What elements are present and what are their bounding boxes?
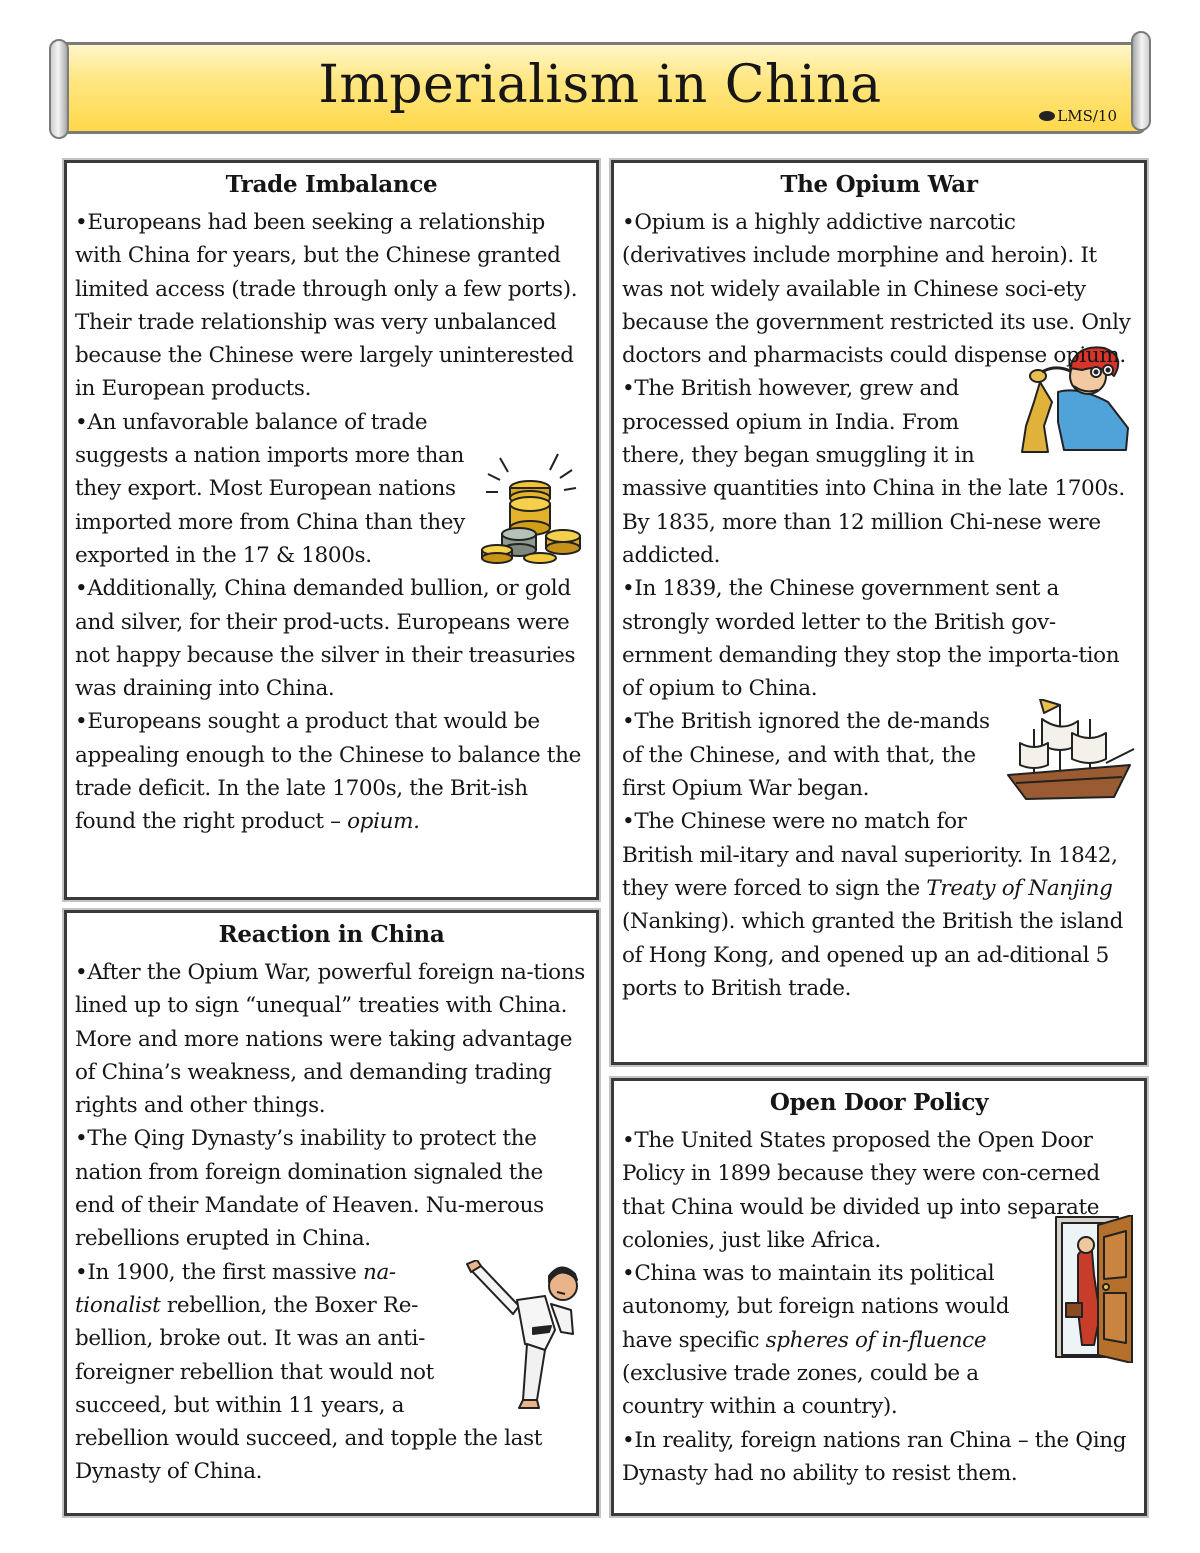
emphasis-term: opium. (347, 809, 420, 835)
bullet-paragraph: •The Qing Dynasty’s inability to protect the nation from foreign domination signaled the end of their Mandate of Heaven. Nu-merous rebellions erupted in China. (75, 1126, 544, 1252)
bullet-text: (Nanking). which granted the British the island of Hong Kong, and opened up an ad-ditional 5 ports to British trade. (622, 909, 1123, 1001)
page-title: Imperialism in China (318, 55, 882, 115)
section-heading: The Opium War (780, 171, 978, 198)
bullet-paragraph: •An unfavorable balance of trade suggests a nation imports more than they export. Most European nations imported more from China than they exported in the 17 & 1800s. (75, 409, 465, 568)
section-heading: Trade Imbalance (225, 171, 438, 198)
emphasis-term: na-tionalist (75, 1259, 396, 1318)
open-door-icon (1054, 1215, 1134, 1363)
bullet-text: •Europeans sought a product that would be appealing enough to the Chinese to balance the trade deficit. In the late 1700s, the Brit-ish found the right product – (75, 709, 581, 835)
emphasis-term: Treaty of Nanjing (926, 875, 1113, 901)
bullet-paragraph: •In reality, foreign nations ran China – the Qing Dynasty had no ability to resist them. (622, 1427, 1127, 1486)
bullet-text: •The Chinese were no match for British mil-itary and naval superiority. In 1842, they were forced to sign the (622, 809, 1118, 901)
bullet-paragraph: •Europeans had been seeking a relationship with China for years, but the Chinese granted limited access (trade through only a few ports). Their trade relationship was very unbalanced because the Chinese were largely uninterested in European products. (75, 210, 578, 402)
martial-artist-icon (461, 1260, 586, 1410)
sailing-ship-icon (1002, 699, 1136, 807)
bullet-paragraph: •The United States proposed the Open Door Policy in 1899 because they were con-cerned that China would be divided up into separate colonies, just like Africa. (622, 1128, 1100, 1253)
bullet-text: •China was to maintain its political autonomy, but foreign nations would have specific (622, 1261, 1010, 1353)
section-heading: Reaction in China (218, 921, 445, 948)
bullet-text: (exclusive trade zones, could be a country within a country). (622, 1361, 979, 1420)
coin-stacks-icon (480, 446, 584, 566)
title-banner (54, 42, 1146, 134)
emphasis-term: spheres of in-fluence (765, 1327, 987, 1353)
bullet-text: rebellion, the Boxer Re-bellion, broke out. It was an anti-foreigner rebellion that would not succeed, but within 11 years, a rebellion would succeed, and topple the last Dynasty of China. (75, 1292, 543, 1485)
author-credit (1039, 107, 1117, 125)
bullet-paragraph: •The British however, grew and processed opium in India. From there, they began smuggling it in massive quantities into China in the late 1700s. By 1835, more than 12 million Chi-nese were addicted. (622, 376, 1125, 568)
bullet-paragraph: •Opium is a highly addictive narcotic (derivatives include morphine and heroin). It was not widely available in Chinese soci-ety because the government restricted its use. Only doctors and pharmacists could dispense opium. (622, 210, 1131, 369)
credit-text: LMS/10 (1057, 107, 1117, 125)
panel-opium-war (611, 160, 1147, 1065)
panel-open-door-policy (611, 1078, 1147, 1516)
bullet-paragraph: •In 1839, the Chinese government sent a strongly worded letter to the British gov-ernment demanding they stop the importa-tion of opium to China. (622, 576, 1120, 702)
bullet-paragraph: •Additionally, China demanded bullion, or gold and silver, for their prod-ucts. Europeans were not happy because the silver in their treasuries was draining into China. (75, 576, 576, 702)
section-heading: Open Door Policy (769, 1089, 989, 1116)
bullet-paragraph: •After the Opium War, powerful foreign na-tions lined up to sign “unequal” treaties with China. More and more nations were taking advantage of China’s weakness, and demanding trading rights and other things. (75, 960, 585, 1119)
bullet-paragraph: •The British ignored the de-mands of the Chinese, and with that, the first Opium War began. (622, 709, 990, 802)
logo-icon (1039, 111, 1055, 121)
bullet-paragraph (75, 705, 588, 838)
bullet-text: •In 1900, the first massive (75, 1259, 363, 1285)
panel-reaction-in-china (64, 910, 599, 1516)
panel-trade-imbalance (64, 160, 599, 900)
bullet-paragraph (622, 805, 1136, 1005)
